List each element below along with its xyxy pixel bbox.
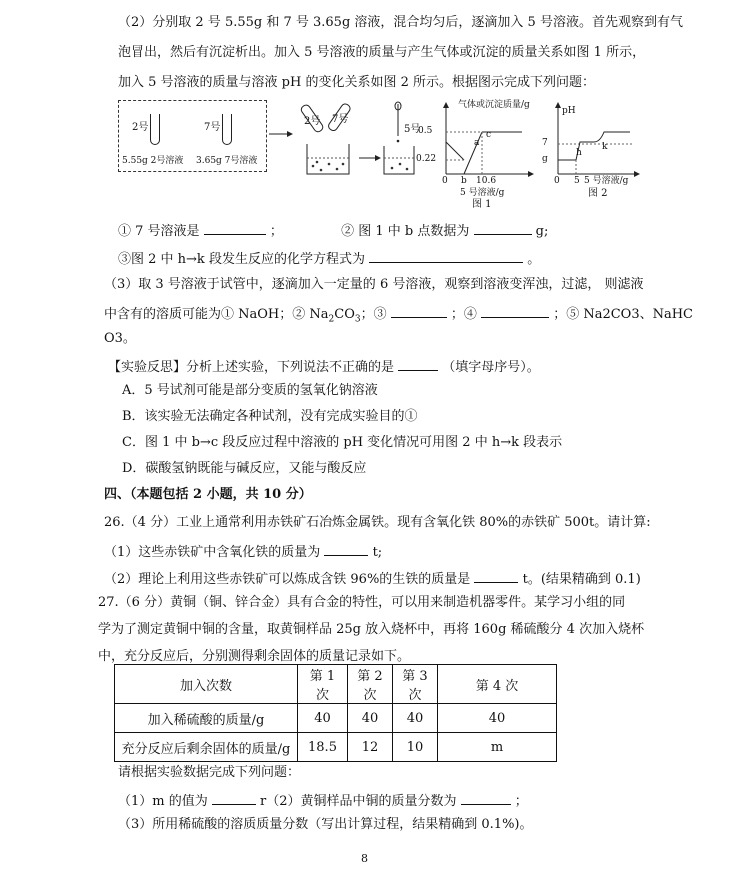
q26-sub1-blank[interactable] (324, 541, 368, 556)
table-cell: 18.5 (298, 733, 348, 762)
subq-1-2 (118, 220, 548, 241)
q26-sub2-text: （2）理论上利用这些赤铁矿可以炼成含铁 96%的生铁的质量是 (104, 572, 471, 587)
table-header-cell: 第 2 次 (348, 665, 393, 704)
test-tube-2 (150, 114, 160, 145)
fig1-x-title: 5 号溶液/g (460, 188, 505, 198)
q27-sub1-text: （1）m 的值为 (118, 794, 208, 809)
fig2-y-title: pH (562, 106, 576, 116)
fig2-x-tick-0: 0 (554, 176, 560, 186)
q27-sub3: （3）所用稀硫酸的溶质质量分数（写出计算过程，结果精确到 0.1%)。 (118, 817, 533, 832)
reflection-option-b: B．该实验无法确定各种试剂，没有完成实验目的① (122, 409, 418, 424)
reflection-option-a: A．5 号试剂可能是部分变质的氢氧化钠溶液 (122, 383, 378, 398)
table-header-cell: 第 4 次 (438, 665, 557, 704)
q27-line-1: 27.（6 分）黄铜（铜、锌合金）具有合金的特性，可以用来制造机器零件。某学习小组的同 (98, 595, 626, 610)
reflection-title-text: 【实验反思】分析上述实验，下列说法不正确的是 (108, 360, 395, 375)
fig2-point-k: k (602, 142, 608, 152)
experiment-data-table (114, 664, 557, 762)
subq-3-end: 。 (527, 252, 541, 267)
fig1-x-tick-0: 0 (442, 176, 448, 186)
subq-1-text: ① 7 号溶液是 (118, 224, 200, 239)
q3-line-3: O3。 (104, 331, 136, 346)
subq-1-answer-blank[interactable] (204, 220, 266, 235)
table-cell: 40 (393, 704, 438, 733)
q26-sub1-text: （1）这些赤铁矿中含氧化铁的质量为 (104, 545, 321, 560)
table-cell: 充分反应后剩余固体的质量/g (115, 733, 298, 762)
fig2-y-tick-g: g (542, 154, 548, 164)
arrow-2-icon (358, 152, 382, 164)
figure-1-graph (438, 102, 538, 182)
q3-line-2: 中含有的溶质可能为① NaOH；② $Na_2CO_3$；③ ；④ ；⑤ Na2CO3、NaHC (104, 303, 693, 329)
tube-b-label: 7号 (204, 122, 221, 133)
q3-line-2-b: CO (334, 307, 355, 322)
table-header-cell: 第 3 次 (393, 665, 438, 704)
fig1-point-c: c (486, 130, 492, 140)
reflection-title (108, 356, 540, 377)
reflection-option-d: D．碳酸氢钠既能与碱反应，又能与酸反应 (122, 461, 367, 476)
section-4-title: 四、（本题包括 2 小题，共 10 分） (104, 487, 312, 502)
q27-sub1-end: ； (514, 794, 528, 809)
fig2-point-h: h (576, 148, 582, 158)
subq-3-answer-blank[interactable] (369, 248, 523, 263)
table-row (115, 733, 557, 762)
subq-2-answer-blank[interactable] (474, 220, 532, 235)
table-cell: 40 (298, 704, 348, 733)
experiment-figures (118, 100, 678, 210)
table-header-cell: 第 1 次 (298, 665, 348, 704)
subq-3 (118, 248, 540, 269)
subq-1-end: ； (269, 224, 283, 239)
reflection-title-end: （填字母序号）。 (442, 360, 540, 375)
q3-line-2-e: ；⑤ Na2CO3、NaHC (553, 307, 694, 322)
q3-blank-4[interactable] (481, 303, 549, 318)
test-tube-7 (222, 114, 232, 145)
table-header-cell: 加入次数 (115, 665, 298, 704)
q26-sub2-blank[interactable] (474, 568, 518, 583)
reflection-answer-blank[interactable] (398, 356, 438, 371)
table-cell: 40 (348, 704, 393, 733)
table-cell: m (438, 733, 557, 762)
table-cell: 40 (438, 704, 557, 733)
reflection-option-c: C．图 1 中 b→c 段反应过程中溶液的 pH 变化情况可用图 2 中 h→k 段表示 (122, 435, 563, 450)
table-cell: 12 (348, 733, 393, 762)
q26-sub1 (104, 541, 382, 562)
q3-blank-3[interactable] (391, 303, 447, 318)
table-row (115, 704, 557, 733)
fig1-point-a: a (474, 138, 480, 148)
subq-2-text: ② 图 1 中 b 点数据为 (341, 224, 470, 239)
table-cell: 加入稀硫酸的质量/g (115, 704, 298, 733)
q3-line-2-d: ；④ (450, 307, 477, 322)
q2-stem-line-1: （2）分别取 2 号 5.55g 和 7 号 3.65g 溶液，混合均匀后，逐滴加入 5 号溶液。首先观察到有气 (118, 15, 683, 30)
q27-prompt: 请根据实验数据完成下列问题： (118, 765, 301, 780)
q3-line-2-c: ；③ (360, 307, 387, 322)
tube-a-label: 2号 (132, 122, 149, 133)
arrow-1-icon (268, 128, 294, 140)
page-number: 8 (361, 852, 368, 865)
fig2-caption: 图 2 (588, 188, 608, 199)
q26-stem: 26.（4 分）工业上通常利用赤铁矿石冶炼金属铁。现有含氧化铁 80%的赤铁矿 500t。请计算: (104, 515, 651, 530)
fig1-caption: 图 1 (472, 199, 492, 210)
q27-sub1-2 (118, 790, 528, 811)
fig1-x-tick-b: b (461, 176, 467, 186)
pour-b-label: 7号 (332, 114, 349, 125)
table-header-row (115, 665, 557, 704)
q26-sub2-end: t。(结果精确到 0.1) (522, 572, 641, 587)
fig2-y-tick-7: 7 (542, 138, 548, 148)
fig2-x-tick-5: 5 (574, 176, 580, 186)
q2-stem-line-3: 加入 5 号溶液的质量与溶液 pH 的变化关系如图 2 所示。根据图示完成下列问题： (118, 75, 595, 90)
q27-line-2: 学为了测定黄铜中铜的含量，取黄铜样品 25g 放入烧杯中，再将 160g 稀硫酸分 4 次加入烧杯 (98, 622, 645, 637)
fig2-x-title: 5 号溶液/g (584, 176, 629, 186)
subq-3-text: ③图 2 中 h→k 段发生反应的化学方程式为 (118, 252, 365, 267)
q3-line-2-a: 中含有的溶质可能为① NaOH；② Na (104, 307, 329, 322)
dropper-label: 5号 (404, 124, 421, 135)
fig1-y-tick-0-5: 0.5 (418, 126, 433, 136)
pour-a-label: 2号 (304, 116, 321, 127)
q27-sub1-blank[interactable] (212, 790, 256, 805)
pouring-beaker-icon (293, 100, 363, 180)
table-cell: 10 (393, 733, 438, 762)
q26-sub1-end: t; (372, 545, 383, 560)
subq-2-end: g; (535, 224, 549, 239)
fig1-y-title: 气体或沉淀质量/g (458, 100, 530, 110)
q27-line-3: 中，充分反应后，分别测得剩余固体的质量记录如下。 (98, 649, 411, 664)
tube-b-caption: 3.65g 7号溶液 (196, 156, 258, 166)
tube-a-caption: 5.55g 2号溶液 (122, 156, 184, 166)
q26-sub2 (104, 568, 641, 589)
fig1-x-tick-10-6: 10.6 (476, 176, 497, 186)
dropper-beaker-icon (380, 100, 424, 180)
fig1-y-tick-0-22: 0.22 (416, 154, 437, 164)
q2-stem-line-2: 泡冒出，然后有沉淀析出。加入 5 号溶液的质量与产生气体或沉淀的质量关系如图 1 所示， (118, 45, 646, 60)
q27-sub2-blank[interactable] (461, 790, 511, 805)
q27-sub1-mid: r（2）黄铜样品中铜的质量分数为 (260, 794, 457, 809)
q3-line-1: （3）取 3 号溶液于试管中，逐滴加入一定量的 6 号溶液，观察到溶液变浑浊，过滤， 则滤液 (104, 277, 644, 292)
